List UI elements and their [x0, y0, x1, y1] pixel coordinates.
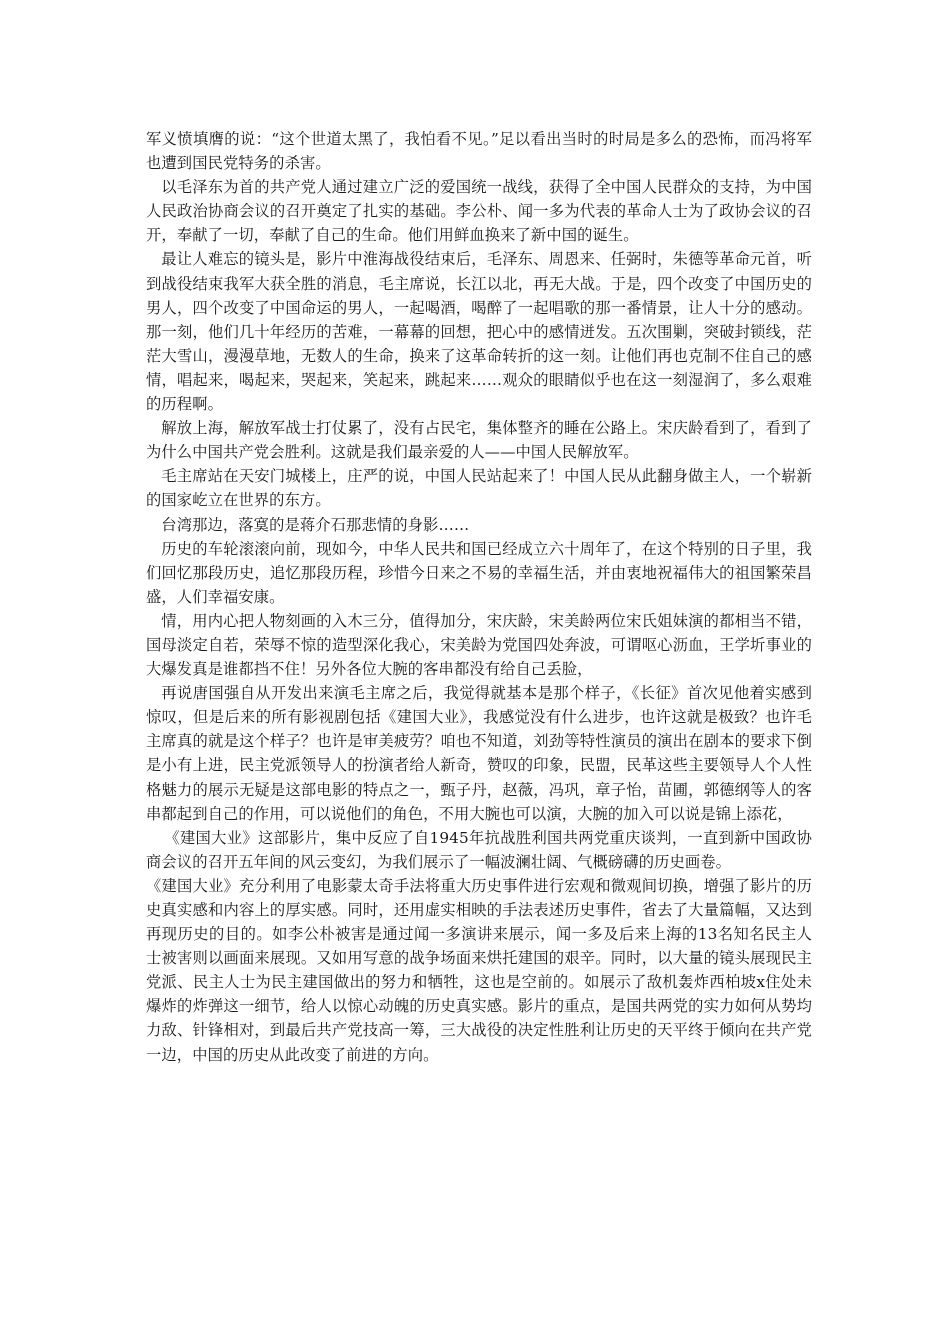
- paragraph-5: 毛主席站在天安门城楼上，庄严的说，中国人民站起来了！中国人民从此翻身做主人，一个崭新的国家屹立在世界的东方。: [146, 467, 812, 510]
- paragraph-7: 历史的车轮滚滚向前，现如今，中华人民共和国已经成立六十周年了，在这个特别的日子里，我们回忆那段历史，追忆那段历程，珍惜今日来之不易的幸福生活，并由衷地祝福伟大的祖国繁荣昌盛，人们幸福安康。: [146, 539, 812, 606]
- paragraph-9: 再说唐国强自从开发出来演毛主席之后，我觉得就基本是那个样子，《长征》首次见他着实感到惊叹，但是后来的所有影视剧包括《建国大业》，我感觉没有什么进步，也许这就是极致？也许毛主席真的就是这个样子？也许是审美疲劳？咱也不知道，刘劲等特性演员的演出在剧本的要求下倒是小有上进，民主党派领导人的扮演者给人新奇，赞叹的印象，民盟，民革这些主要领导人个人性格魅力的展示无疑是这部电影的特点之一，甄子丹，赵薇，冯巩，章子怡，苗圃，郭德纲等人的客串都起到自己的作用，可以说他们的角色，不用大腕也可以演，大腕的加入可以说是锦上添花，: [146, 684, 812, 823]
- paragraph-4: 解放上海，解放军战士打仗累了，没有占民宅，集体整齐的睡在公路上。宋庆龄看到了，看到了为什么中国共产党会胜利。这就是我们最亲爱的人——中国人民解放军。: [146, 419, 812, 462]
- paragraph-3: 最让人难忘的镜头是，影片中淮海战役结束后，毛泽东、周恩来、任弼时，朱德等革命元首，听到战役结束我军大获全胜的消息，毛主席说，长江以北，再无大战。于是，四个改变了中国历史的男人，四个改变了中国命运的男人，一起喝酒，喝醉了一起唱歌的那一番情景，让人十分的感动。那一刻，他们几十年经历的苦难，一幕幕的回想，把心中的感情迸发。五次围剿，突破封锁线，茫茫大雪山，漫漫草地，无数人的生命，换来了这革命转折的这一刻。让他们再也克制不住自己的感情，唱起来，喝起来，哭起来，笑起来，跳起来……观众的眼睛似乎也在这一刻湿润了，多么艰难的历程啊。: [146, 250, 812, 414]
- paragraph-8: 情，用内心把人物刻画的入木三分，值得加分，宋庆龄，宋美龄两位宋氏姐妹演的都相当不错，国母淡定自若，荣辱不惊的造型深化我心，宋美龄为党国四处奔波，可谓呕心沥血，王学圻事业的大爆发真是谁都挡不住！另外各位大腕的客串都没有给自己丢脸，: [146, 611, 812, 679]
- paragraph-2: 以毛泽东为首的共产党人通过建立广泛的爱国统一战线，获得了全中国人民群众的支持，为中国人民政治协商会议的召开奠定了扎实的基础。李公朴、闻一多为代表的革命人士为了政协会议的召开，奉献了一切，奉献了自己的生命。他们用鲜血换来了新中国的诞生。: [146, 178, 812, 245]
- document-body: [146, 127, 812, 1067]
- paragraph-1: 军义愤填膺的说：“这个世道太黑了，我怕看不见。”足以看出当时的时局是多么的恐怖，而冯将军也遭到国民党特务的杀害。: [146, 130, 812, 173]
- paragraph-6: 台湾那边，落寞的是蒋介石那悲情的身影……: [161, 515, 470, 534]
- paragraph-11: 《建国大业》充分利用了电影蒙太奇手法将重大历史事件进行宏观和微观间切换，增强了影片的历史真实感和内容上的厚实感。同时，还用虚实相映的手法表述历史事件，省去了大量篇幅，又达到再现历史的目的。如李公朴被害是通过闻一多演讲来展示，闻一多及后来上海的13名知名民主人士被害则以画面来展现。又如用写意的战争场面来烘托建国的艰辛。同时，以大量的镜头展现民主党派、民主人士为民主建国做出的努力和牺牲，这也是空前的。如展示了敌机轰炸西柏坡x住处未爆炸的炸弹这一细节，给人以惊心动魄的历史真实感。影片的重点，是国共两党的实力如何从势均力敌、针锋相对，到最后共产党技高一筹，三大战役的决定性胜利让历史的天平终于倾向在共产党一边，中国的历史从此改变了前进的方向。: [146, 876, 812, 1064]
- paragraph-10: 《建国大业》这部影片，集中反应了自1945年抗战胜利国共两党重庆谈判，一直到新中国政协商会议的召开五年间的风云变幻，为我们展示了一幅波澜壮阔、气概磅礴的历史画卷。: [146, 828, 812, 871]
